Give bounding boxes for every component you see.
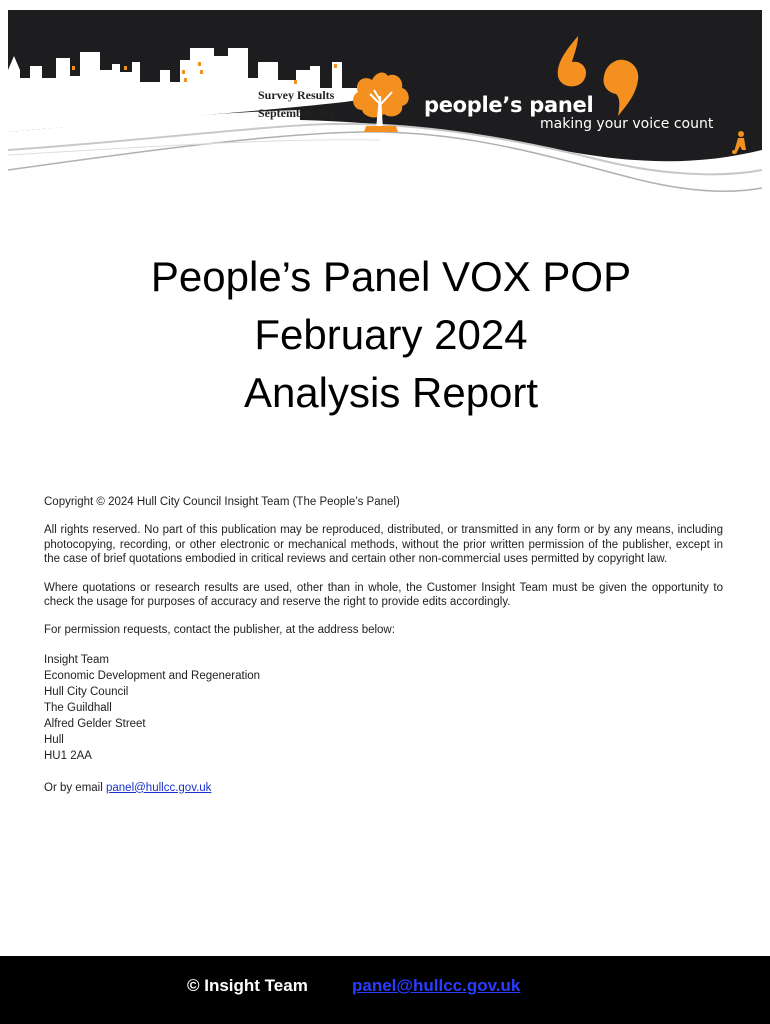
survey-line-2: September 2013 — [258, 106, 341, 120]
brand-name: people’s panel — [424, 93, 594, 117]
copyright-notice — [44, 495, 723, 809]
banner-graphic — [0, 0, 770, 200]
footer-copyright: © Insight Team — [187, 976, 308, 995]
address-line: Hull — [44, 734, 64, 747]
title-line-3: Analysis Report — [243, 369, 539, 416]
address-line: Hull City Council — [44, 686, 129, 699]
address-line: HU1 2AA — [44, 750, 92, 763]
email-prefix: Or by email — [44, 781, 103, 794]
header-banner — [0, 0, 770, 200]
address-line: Alfred Gelder Street — [44, 718, 146, 731]
address-line: Economic Development and Regeneration — [44, 669, 261, 682]
footer-bar — [0, 956, 770, 1024]
address-line: The Guildhall — [44, 702, 112, 715]
email-line — [44, 781, 723, 795]
permission-paragraph: For permission requests, contact the publisher, at the address below: — [44, 624, 395, 637]
brand-tagline: making your voice count — [540, 116, 714, 132]
email-link[interactable]: panel@hullcc.gov.uk — [106, 781, 212, 794]
survey-label — [258, 86, 340, 122]
quotations-paragraph: Where quotations or research results are used, other than in whole, the Customer Insight Team must be given the opportunity to check the usage for purposes of accuracy and reserve the right to provide edits accordingly. — [44, 581, 723, 609]
address-line: Insight Team — [44, 653, 109, 666]
report-title — [0, 248, 770, 422]
postal-address — [44, 652, 723, 765]
footer-email-link[interactable]: panel@hullcc.gov.uk — [352, 976, 521, 995]
copyright-line: Copyright © 2024 Hull City Council Insight Team (The People’s Panel) — [44, 496, 400, 508]
title-line-2: February 2024 — [254, 311, 528, 358]
rights-paragraph: All rights reserved. No part of this publication may be reproduced, distributed, or transmitted in any form or by any means, including photocopying, recording, or other electronic or mechanical methods, without the prior written permission of the publisher, except in the case of brief quotations embodied in critical reviews and certain other non-commercial uses permitted by copyright law. — [44, 524, 723, 566]
survey-line-1: Survey Results — [258, 88, 335, 102]
title-line-1: People’s Panel VOX POP — [150, 253, 632, 300]
